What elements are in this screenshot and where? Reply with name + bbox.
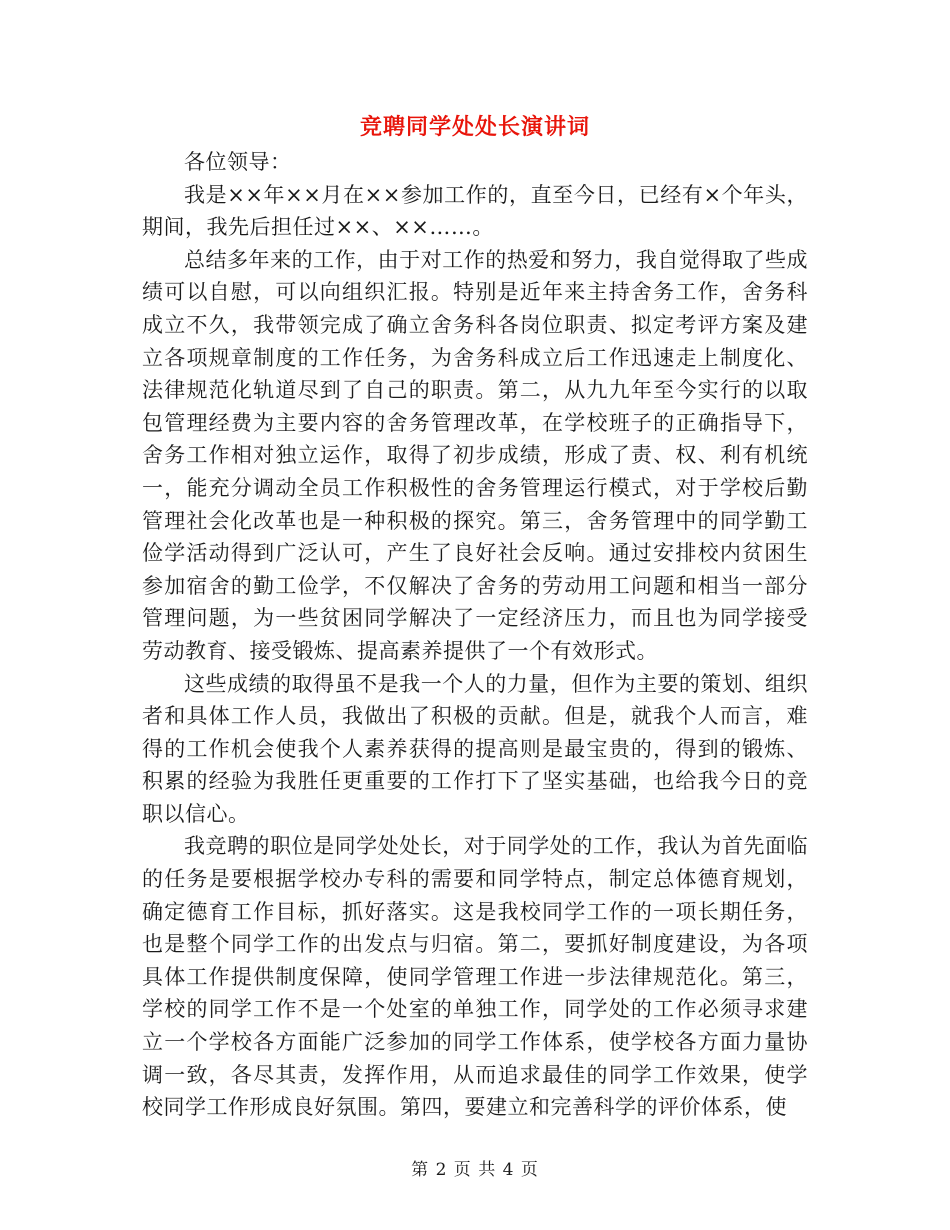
body-paragraph: 我是××年××月在××参加工作的，直至今日，已经有×个年头，期间，我先后担任过××、××……。 bbox=[142, 182, 808, 240]
body-paragraph: 这些成绩的取得虽不是我一个人的力量，但作为主要的策划、组织者和具体工作人员，我做出了积极的贡献。但是，就我个人而言，难得的工作机会使我个人素养获得的提高则是最宝贵的，得到的锻炼、积累的经验为我胜任更重要的工作打下了坚实基础，也给我今日的竞职以信心。 bbox=[142, 671, 808, 826]
document-body bbox=[142, 146, 808, 1124]
salutation-paragraph: 各位领导： bbox=[184, 150, 292, 174]
document-title: 竞聘同学处处长演讲词 bbox=[359, 114, 590, 140]
page-footer: 第 2 页 共 4 页 bbox=[411, 1160, 539, 1180]
body-paragraph: 总结多年来的工作，由于对工作的热爱和努力，我自觉得取了些成绩可以自慰，可以向组织汇报。特别是近年来主持舍务工作，舍务科成立不久，我带领完成了确立舍务科各岗位职责、拟定考评方案及建立各项规章制度的工作任务，为舍务科成立后工作迅速走上制度化、法律规范化轨道尽到了自己的职责。第二，从九九年至今实行的以取包管理经费为主要内容的舍务管理改革，在学校班子的正确指导下，舍务工作相对独立运作，取得了初步成绩，形成了责、权、利有机统一，能充分调动全员工作积极性的舍务管理运行模式，对于学校后勤管理社会化改革也是一种积极的探究。第三，舍务管理中的同学勤工俭学活动得到广泛认可，产生了良好社会反响。通过安排校内贫困生参加宿舍的勤工俭学，不仅解决了舍务的劳动用工问题和相当一部分管理问题，为一些贫困同学解决了一定经济压力，而且也为同学接受劳动教育、接受锻炼、提高素养提供了一个有效形式。 bbox=[142, 247, 808, 663]
body-paragraph: 我竞聘的职位是同学处处长，对于同学处的工作，我认为首先面临的任务是要根据学校办专科的需要和同学特点，制定总体德育规划，确定德育工作目标，抓好落实。这是我校同学工作的一项长期任务，也是整个同学工作的出发点与归宿。第二，要抓好制度建设，为各项具体工作提供制度保障，使同学管理工作进一步法律规范化。第三，学校的同学工作不是一个处室的单独工作，同学处的工作必须寻求建立一个学校各方面能广泛参加的同学工作体系，使学校各方面力量协调一致，各尽其责，发挥作用，从而追求最佳的同学工作效果，使学校同学工作形成良好氛围。第四，要建立和完善科学的评价体系，使 bbox=[142, 834, 808, 1120]
